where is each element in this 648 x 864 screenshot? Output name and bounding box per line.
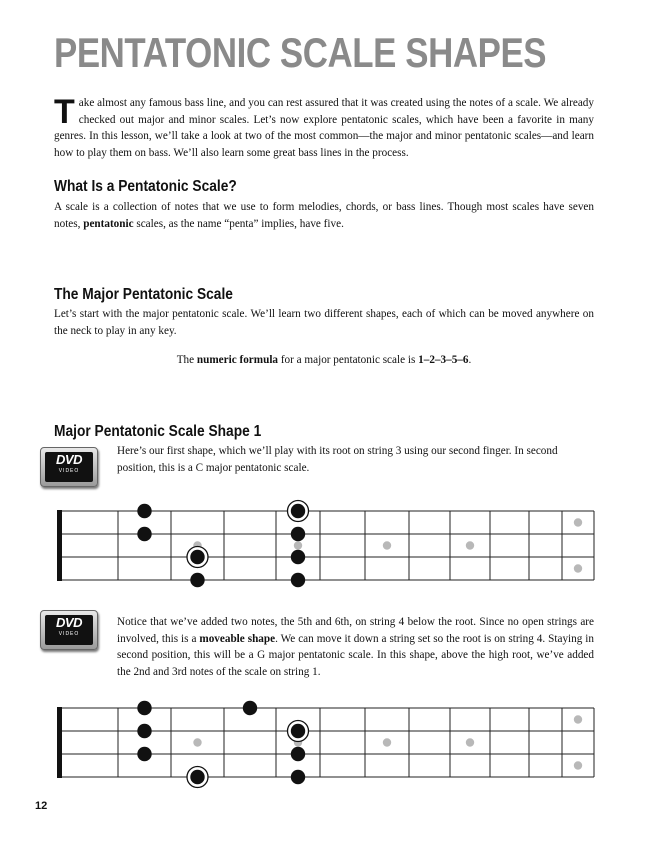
heading-what-is: What Is a Pentatonic Scale? xyxy=(54,178,237,195)
fretboard-diagram-1 xyxy=(57,501,594,588)
dvd-sub-2: VIDEO xyxy=(58,631,80,637)
root-note-dot xyxy=(190,550,204,564)
scale-note-dot xyxy=(137,701,151,715)
nut xyxy=(57,510,62,581)
drop-cap: T xyxy=(54,93,75,131)
scale-note-dot xyxy=(291,550,305,564)
page-number: 12 xyxy=(35,800,48,812)
fret-inlay-dot xyxy=(574,715,582,723)
scale-note-dot xyxy=(291,527,305,541)
heading-major-pentatonic: The Major Pentatonic Scale xyxy=(54,286,233,303)
fretboard-diagram-2 xyxy=(57,701,594,788)
fret-inlay-dot xyxy=(193,738,201,746)
fret-inlay-dot xyxy=(383,541,391,549)
fret-inlay-dot xyxy=(294,541,302,549)
root-note-dot xyxy=(291,724,305,738)
scale-note-dot xyxy=(137,724,151,738)
section2-paragraph: Let’s start with the major pentatonic scale. We’ll learn two different shapes, each of which can be moved anywhere on the neck to play in any key. xyxy=(54,308,594,337)
shape2-bold: moveable shape xyxy=(199,632,276,645)
fret-inlay-dot xyxy=(466,541,474,549)
shape2-text: Notice that we’ve added two notes, the 5th and 6th, on string 4 below the root. Since no open strings are involved, this is a xyxy=(117,616,594,645)
scale-note-dot xyxy=(291,747,305,761)
dvd-logo-2: DVD xyxy=(56,615,82,630)
page-title: PENTATONIC SCALE SHAPES xyxy=(54,29,547,76)
fret-inlay-dot xyxy=(383,738,391,746)
dvd-sub: VIDEO xyxy=(58,468,80,474)
formula-text: The xyxy=(176,354,197,366)
formula-text-mid: for a major pentatonic scale is xyxy=(278,354,419,366)
scale-note-dot xyxy=(243,701,257,715)
formula-bold: numeric formula xyxy=(196,354,279,366)
fret-inlay-dot xyxy=(574,564,582,572)
scale-note-dot xyxy=(190,573,204,587)
formula-end: . xyxy=(468,354,472,366)
scale-note-dot xyxy=(291,770,305,784)
formula-value: 1–2–3–5–6 xyxy=(418,354,469,366)
intro-text: ake almost any famous bass line, and you can rest assured that it was created using the notes of a scale. We already checked out major and minor scales. Let’s now explore pentatonic scales, which have been a favorite in many genres. In this lesson, we’ll take a look at two of the most common—the major and minor pentatonic scales—and learn how to play them on bass. We’ll also learn some great bass lines in the process. xyxy=(54,97,594,159)
scale-note-dot xyxy=(137,747,151,761)
dvd-logo: DVD xyxy=(56,452,82,467)
fret-inlay-dot xyxy=(574,518,582,526)
nut xyxy=(57,707,62,778)
section1-text: A scale is a collection of notes that we use to form melodies, chords, or bass lines. Though most scales have seven notes, xyxy=(54,201,594,230)
shape1-paragraph: Here’s our first shape, which we’ll play with its root on string 3 using our second finger. In second position, this is a C major pentatonic scale. xyxy=(117,445,558,474)
root-note-dot xyxy=(190,770,204,784)
fret-inlay-dot xyxy=(466,738,474,746)
scale-note-dot xyxy=(137,527,151,541)
fret-inlay-dot xyxy=(574,761,582,769)
heading-shape-1: Major Pentatonic Scale Shape 1 xyxy=(54,423,262,440)
root-note-dot xyxy=(291,504,305,518)
shape2-text-end: . We can move it down a string set so the root is on string 4. Staying in second position, this will be a G major pentatonic scale. In this shape, above the high root, we’ve added the 2nd and 3rd notes of the scale on string 1. xyxy=(117,632,595,678)
scale-note-dot xyxy=(291,573,305,587)
section1-bold: pentatonic xyxy=(83,217,134,230)
section1-text-end: scales, as the name “penta” implies, have five. xyxy=(133,217,344,230)
scale-note-dot xyxy=(137,504,151,518)
